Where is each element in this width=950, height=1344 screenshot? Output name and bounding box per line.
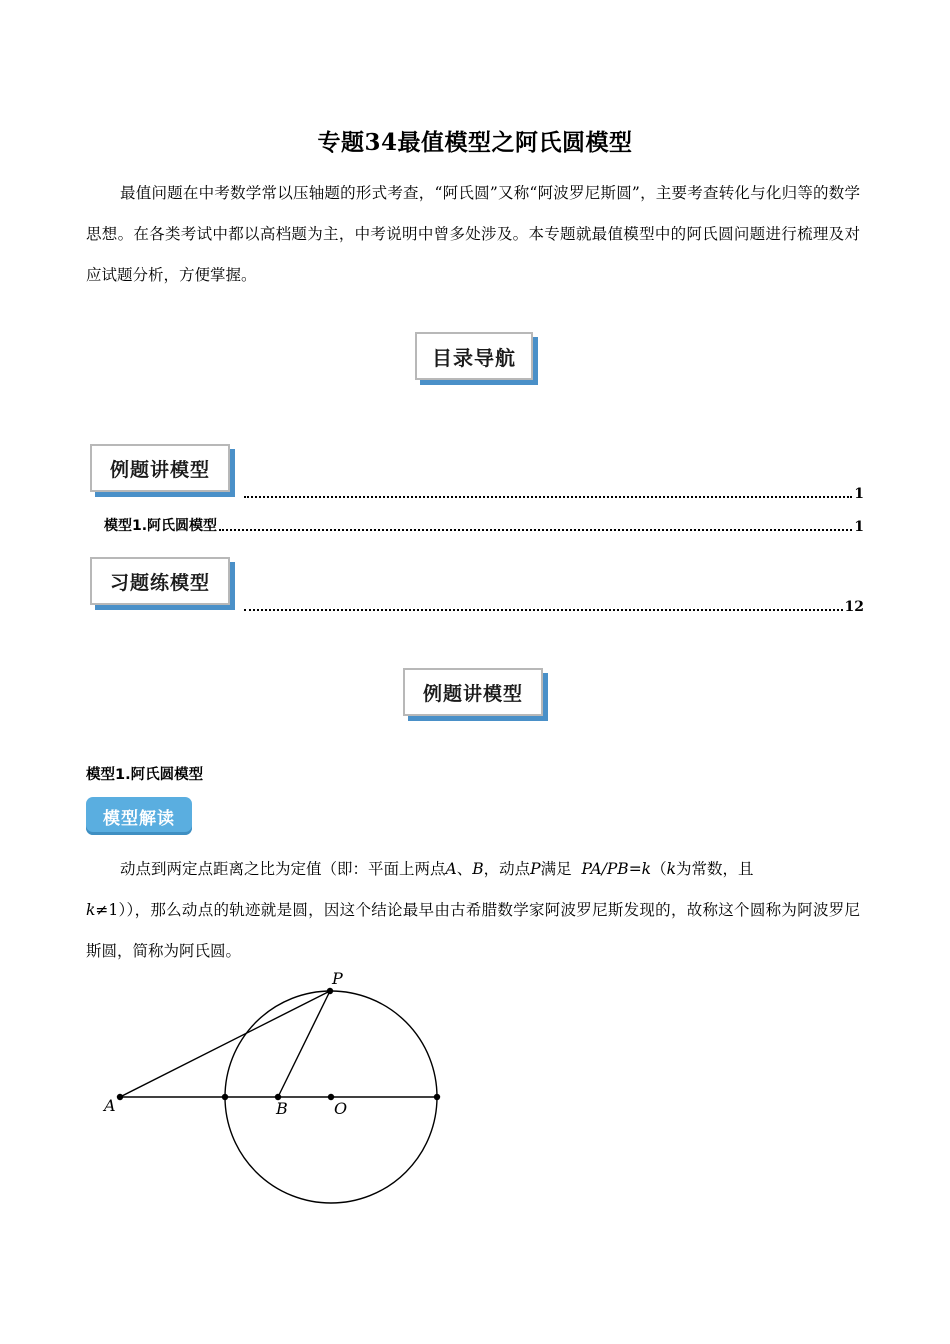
badge-label: 模型解读 [103,808,175,829]
constant-k-symbol: k [86,901,96,919]
label-b: B [276,1099,288,1118]
section-label-text: 例题讲模型 [422,682,523,705]
point-a-symbol: A [445,860,457,878]
toc-page-number: 1 [854,519,864,535]
toc-entry-label: 模型1.阿氏圆模型 [104,518,218,534]
toc-section-exercise[interactable] [90,557,230,605]
toc-page-number: 12 [844,599,864,615]
text-run: 动点到两定点距离之比为定值（即：平面上两点 [120,860,446,878]
toc-page-number: 1 [854,486,864,502]
label-p: P [332,969,343,988]
point-b-symbol: B [472,860,484,878]
toc-section-example[interactable] [90,444,230,492]
model-interpretation-badge [86,797,192,835]
text-run: ≠1）） [95,901,135,919]
section-label-example [403,668,543,716]
label-a: A [104,1096,116,1115]
toc-leader-dots [219,528,852,531]
intro-paragraph: 最值问题在中考数学常以压轴题的形式考查，“阿氏圆”又称“阿波罗尼斯圆”，主要考查转化与化归等的数学思想。在各类考试中都以高档题为主，中考说明中曾多处涉及。本专题就最值模型中的阿氏圆问题进行梳理及对应试题分析，方便掌握。 [86,184,860,284]
point-p-symbol: P [530,860,541,878]
text-run: 、 [456,860,473,878]
text-run: 满足 [540,860,572,878]
toc-entry-model-1[interactable] [104,515,864,535]
text-run: （ [651,860,667,878]
toc-leader-dots [244,608,843,611]
text-run: ，动点 [483,860,531,878]
label-o: O [334,1099,348,1118]
circle-left-intersection [222,1094,228,1100]
text-run: ，那么动点的轨迹就是圆，因这个结论最早由古希腊数学家阿波罗尼斯发现的，故称这个圆称为阿波罗尼斯圆，简称为阿氏圆。 [86,901,860,960]
segment-pb [278,991,330,1097]
ratio-formula: PA/PB=k [581,860,652,878]
toc-leader-dots [244,495,852,498]
segment-pa [120,991,330,1097]
model-description [86,849,860,972]
text-run: 为常数，且 [676,860,754,878]
toc-heading-label: 目录导航 [432,345,516,370]
constant-k-symbol: k [666,860,676,878]
point-p [327,988,333,994]
circle-right-intersection [434,1094,440,1100]
toc-line-exercise[interactable] [242,599,864,615]
toc-section-label: 习题练模型 [109,571,210,594]
model-description-line-1 [86,849,860,890]
toc-section-label: 例题讲模型 [109,458,210,481]
toc-heading [415,332,533,380]
model-heading: 模型1.阿氏圆模型 [86,767,204,783]
page-title: 专题34最值模型之阿氏圆模型 [317,129,633,156]
point-a [117,1094,123,1100]
toc-line-example[interactable] [242,486,864,502]
apollonius-circle-figure [0,960,500,1220]
